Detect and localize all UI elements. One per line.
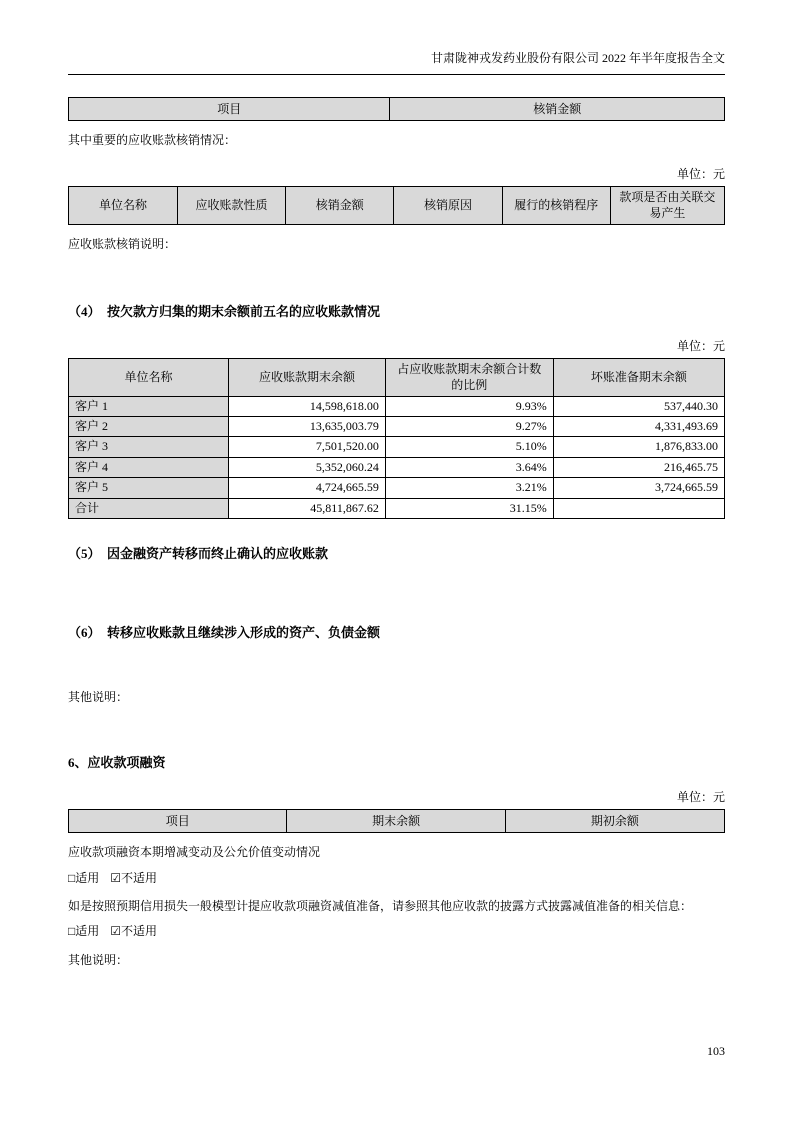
- col-header-writeoff-procedure: 履行的核销程序: [502, 187, 610, 224]
- other-note: 其他说明：: [68, 952, 129, 967]
- table-row: [69, 457, 725, 477]
- table-row: [69, 478, 725, 498]
- section5-title: （5） 因金融资产转移而终止确认的应收账款: [68, 545, 329, 561]
- table-cell: 31.15%: [385, 498, 553, 518]
- table-cell: 9.27%: [385, 416, 553, 436]
- table-cell: 4,724,665.59: [229, 478, 386, 498]
- unit-label: 单位：元: [676, 166, 725, 181]
- table-cell: 3.21%: [385, 478, 553, 498]
- financing-section-title: 6、应收款项融资: [68, 754, 166, 770]
- table-row: [69, 396, 725, 416]
- section6-title: （6） 转移应收账款且继续涉入形成的资产、负债金额: [68, 624, 381, 640]
- table-cell: 1,876,833.00: [553, 437, 724, 457]
- col-header-writeoff-reason: 核销原因: [394, 187, 502, 224]
- col-header-related-transaction: 款项是否由关联交易产生: [610, 187, 724, 224]
- other-note: 其他说明：: [68, 689, 129, 704]
- checkbox-applicable: □适用: [68, 924, 100, 939]
- table-row-total: [69, 498, 725, 518]
- table-cell: 14,598,618.00: [229, 396, 386, 416]
- table-header-row: [69, 810, 725, 833]
- table-cell: 537,440.30: [553, 396, 724, 416]
- table-cell: 客户 5: [69, 478, 229, 498]
- col-header-beginning-balance: 期初余额: [505, 810, 724, 833]
- unit-label: 单位：元: [676, 789, 725, 804]
- checkbox-applicable: □适用: [68, 870, 100, 885]
- report-header-title: 甘肃陇神戎发药业股份有限公司 2022 年半年度报告全文: [430, 51, 725, 65]
- top5-receivables-table: [68, 358, 725, 519]
- table-cell: 5.10%: [385, 437, 553, 457]
- col-header-ending-balance: 应收账款期末余额: [229, 359, 386, 396]
- col-header-item: 项目: [69, 98, 390, 121]
- applicability-line: [68, 870, 725, 887]
- table-row: [69, 416, 725, 436]
- col-header-bad-debt-provision: 坏账准备期末余额: [553, 359, 724, 396]
- page-header: [68, 50, 725, 75]
- writeoff-item-table: [68, 97, 725, 121]
- table-cell: 客户 3: [69, 437, 229, 457]
- table-cell: 45,811,867.62: [229, 498, 386, 518]
- col-header-item: 项目: [69, 810, 287, 833]
- table-row: [69, 437, 725, 457]
- unit-label: 单位：元: [676, 338, 725, 353]
- table-cell: [553, 498, 724, 518]
- table-cell: 客户 2: [69, 416, 229, 436]
- table-cell: 4,331,493.69: [553, 416, 724, 436]
- col-header-unit-name: 单位名称: [69, 187, 178, 224]
- table-cell: 3.64%: [385, 457, 553, 477]
- table-cell: 客户 1: [69, 396, 229, 416]
- financing-table: [68, 809, 725, 833]
- section4-title: （4） 按欠款方归集的期末余额前五名的应收账款情况: [68, 303, 381, 319]
- checkbox-not-applicable: ☑不适用: [110, 870, 158, 885]
- financing-change-paragraph: 应收款项融资本期增减变动及公允价值变动情况: [68, 845, 321, 860]
- writeoff-note: 应收账款核销说明：: [68, 236, 177, 251]
- col-header-writeoff-amount: 核销金额: [286, 187, 394, 224]
- col-header-unit-name: 单位名称: [69, 359, 229, 396]
- col-header-writeoff-amount: 核销金额: [390, 98, 725, 121]
- table-header-row: [69, 359, 725, 396]
- financing-impairment-paragraph: 如是按照预期信用损失一般模型计提应收款项融资减值准备，请参照其他应收款的披露方式披露减值准备的相关信息：: [68, 898, 693, 913]
- table-cell: 5,352,060.24: [229, 457, 386, 477]
- table-header-row: [69, 98, 725, 121]
- checkbox-not-applicable: ☑不适用: [110, 924, 158, 939]
- col-header-ending-balance: 期末余额: [287, 810, 505, 833]
- page-number: 103: [707, 1043, 725, 1058]
- table-header-row: [69, 187, 725, 224]
- table-cell: 合计: [69, 498, 229, 518]
- col-header-receivable-nature: 应收账款性质: [177, 187, 285, 224]
- important-writeoff-table: [68, 186, 725, 224]
- table-cell: 3,724,665.59: [553, 478, 724, 498]
- table-cell: 7,501,520.00: [229, 437, 386, 457]
- table-cell: 216,465.75: [553, 457, 724, 477]
- table-cell: 9.93%: [385, 396, 553, 416]
- table-cell: 客户 4: [69, 457, 229, 477]
- col-header-proportion: 占应收账款期末余额合计数的比例: [385, 359, 553, 396]
- table-cell: 13,635,003.79: [229, 416, 386, 436]
- applicability-line: [68, 923, 725, 940]
- important-writeoff-intro: 其中重要的应收账款核销情况：: [68, 133, 237, 148]
